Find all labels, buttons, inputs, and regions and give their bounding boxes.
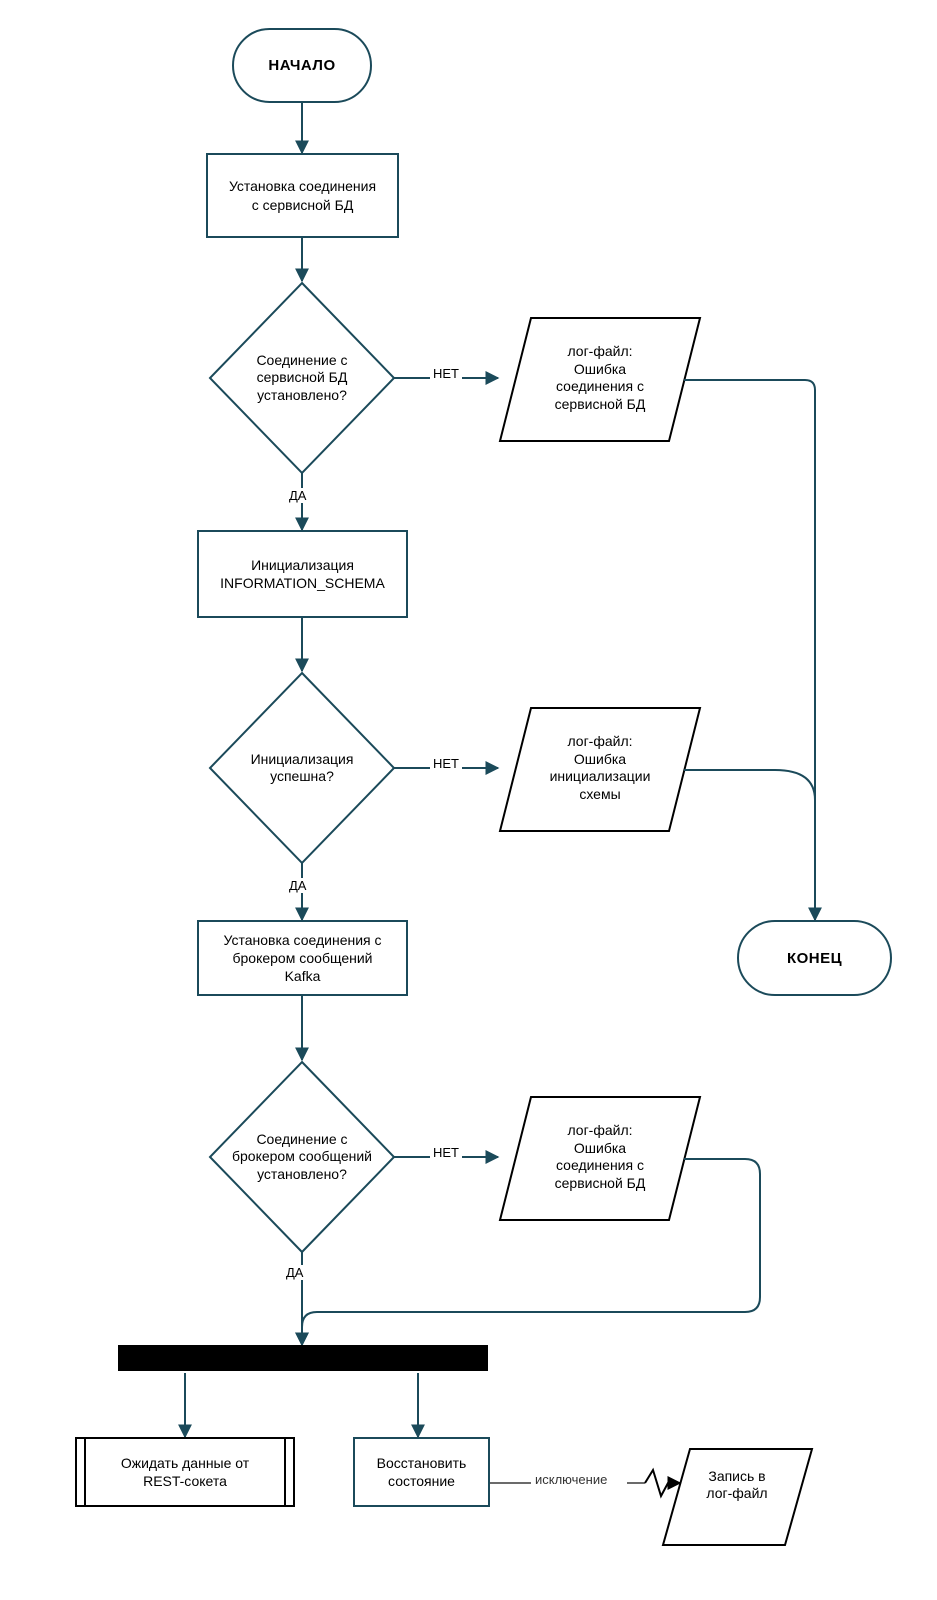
node-log-init-error-label: лог-файл: Ошибка инициализации схемы xyxy=(549,733,651,802)
node-fork-bar xyxy=(118,1345,488,1371)
decision-db-shape xyxy=(210,283,394,473)
node-restore-state-label: Восстановить состояние xyxy=(376,1454,467,1489)
node-wait-rest-label: Ожидать данные от REST-сокета xyxy=(120,1454,250,1489)
node-connect-kafka-label: Установка соединения с брокером сообщений Kafka xyxy=(223,931,382,985)
node-decision-init-label: Инициализация успешна? xyxy=(250,750,354,784)
decision-init-shape xyxy=(210,673,394,863)
edge-label-db-yes: ДА xyxy=(286,488,309,503)
node-log-write-label: Запись в лог-файл xyxy=(706,1467,768,1501)
log-init-error-shape xyxy=(500,708,700,831)
edge-label-db-no: НЕТ xyxy=(430,366,462,381)
node-init-schema[interactable] xyxy=(197,530,408,618)
edge-logdberror-to-end xyxy=(684,380,815,920)
edge-label-init-no: НЕТ xyxy=(430,756,462,771)
edge-label-kafka-no: НЕТ xyxy=(430,1145,462,1160)
node-decision-kafka-label: Соединение с брокером сообщений установлено? xyxy=(231,1130,372,1182)
node-wait-rest[interactable] xyxy=(75,1437,295,1507)
decision-kafka-shape xyxy=(210,1062,394,1252)
node-connect-db-label: Установка соединения с сервисной БД xyxy=(228,178,377,213)
node-log-kafka-error-label: лог-файл: Ошибка соединения с сервисной БД xyxy=(554,1122,646,1191)
node-restore-state[interactable] xyxy=(353,1437,490,1507)
node-decision-db-label: Соединение с сервисной БД установлено? xyxy=(256,351,348,403)
edge-label-kafka-yes: ДА xyxy=(283,1265,306,1280)
edge-label-init-yes: ДА xyxy=(286,878,309,893)
node-end-label: КОНЕЦ xyxy=(786,949,843,967)
node-connect-kafka[interactable] xyxy=(197,920,408,996)
node-start-label: НАЧАЛО xyxy=(268,57,336,74)
edge-label-exception: исключение xyxy=(532,1472,610,1487)
node-connect-db[interactable] xyxy=(206,153,399,238)
node-init-schema-label: Инициализация INFORMATION_SCHEMA xyxy=(220,556,385,591)
edge-loginiterror-to-end xyxy=(684,770,815,800)
node-log-db-error-label: лог-файл: Ошибка соединения с сервисной БД xyxy=(554,343,646,412)
log-write-shape xyxy=(663,1449,812,1545)
log-kafka-error-shape xyxy=(500,1097,700,1220)
node-start[interactable] xyxy=(232,28,372,103)
node-end[interactable] xyxy=(737,920,892,996)
edge-exception-zigzag xyxy=(645,1470,680,1496)
log-db-error-shape xyxy=(500,318,700,441)
